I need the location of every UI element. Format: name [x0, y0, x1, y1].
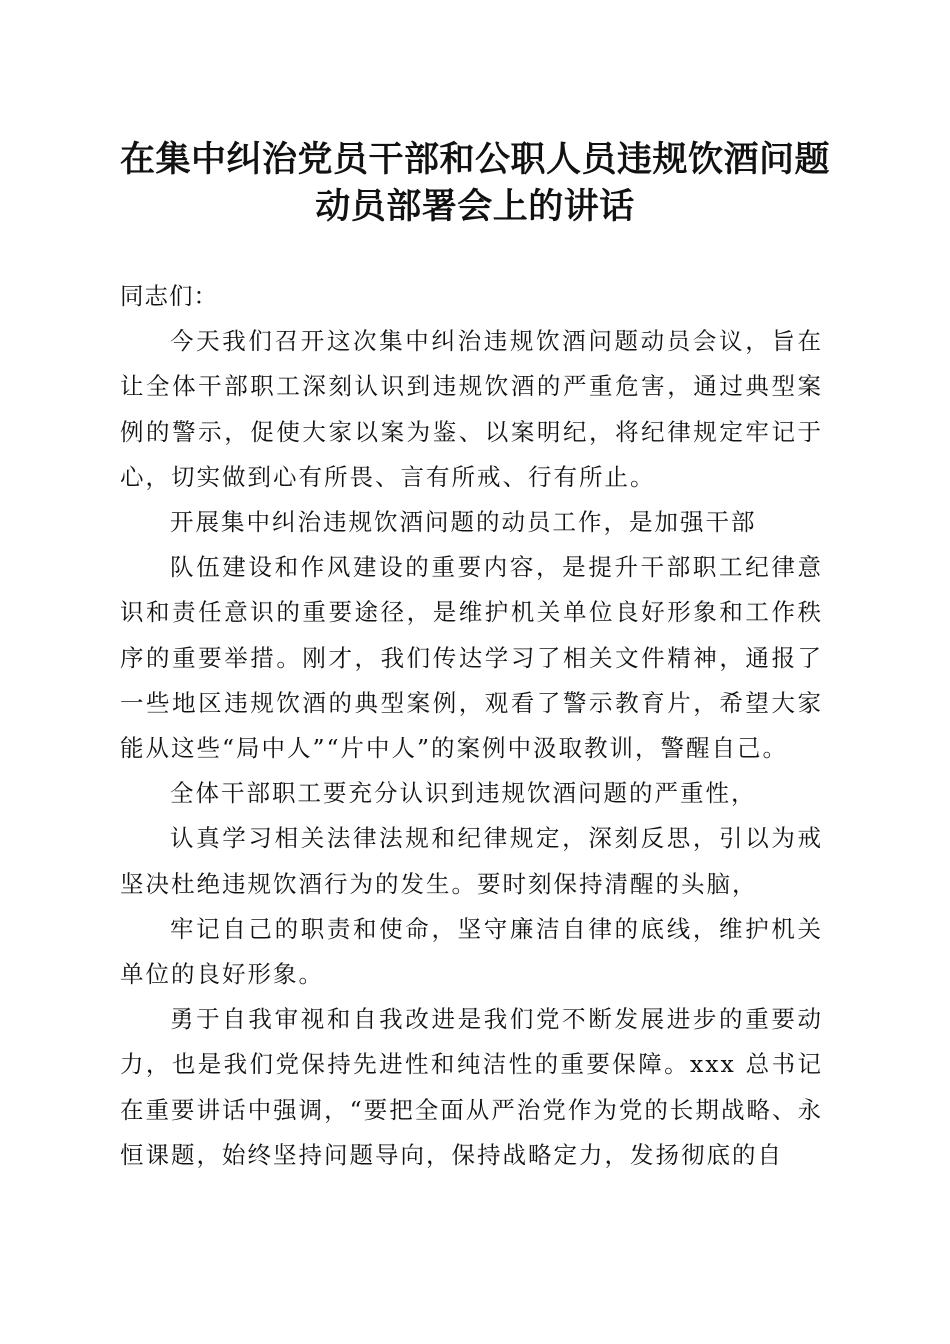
- paragraph: 开展集中纠治违规饮酒问题的动员工作，是加强干部: [170, 508, 757, 537]
- document-body: [120, 274, 823, 1178]
- paragraph: 全体干部职工要充分认识到违规饮酒问题的严重性，: [170, 779, 757, 808]
- paragraph: 勇于自我审视和自我改进是我们党不断发展进步的重要动力，也是我们党保持先进性和纯洁性的重要保障。xxx 总书记在重要讲话中强调，“要把全面从严治党作为党的长期战略、永恒课题，始终坚持问题导向，保持战略定力，发扬彻底的自: [120, 1005, 823, 1169]
- paragraph: 牢记自己的职责和使命，坚守廉洁自律的底线，维护机关单位的良好形象。: [120, 914, 823, 989]
- paragraph: 认真学习相关法律法规和纪律规定，深刻反思，引以为戒坚决杜绝违规饮酒行为的发生。要时刻保持清醒的头脑，: [120, 824, 823, 898]
- paragraph: 队伍建设和作风建设的重要内容，是提升干部职工纪律意识和责任意识的重要途径，是维护机关单位良好形象和工作秩序的重要举措。刚才，我们传达学习了相关文件精神，通报了一些地区违规饮酒的典型案例，观看了警示教育片，希望大家能从这些“局中人”“片中人”的案例中汲取教训，警醒自己。: [120, 553, 823, 763]
- title-line-2: 动员部署会上的讲话: [315, 186, 635, 227]
- paragraph: 今天我们召开这次集中纠治违规饮酒问题动员会议，旨在让全体干部职工深刻认识到违规饮酒的严重危害，通过典型案例的警示，促使大家以案为鉴、以案明纪，将纪律规定牢记于心，切实做到心有所畏、言有所戒、行有所止。: [120, 327, 823, 491]
- greeting: 同志们：: [120, 282, 218, 310]
- title-line-1: 在集中纠治党员干部和公职人员违规饮酒问题: [119, 139, 830, 180]
- document-title: [0, 136, 950, 230]
